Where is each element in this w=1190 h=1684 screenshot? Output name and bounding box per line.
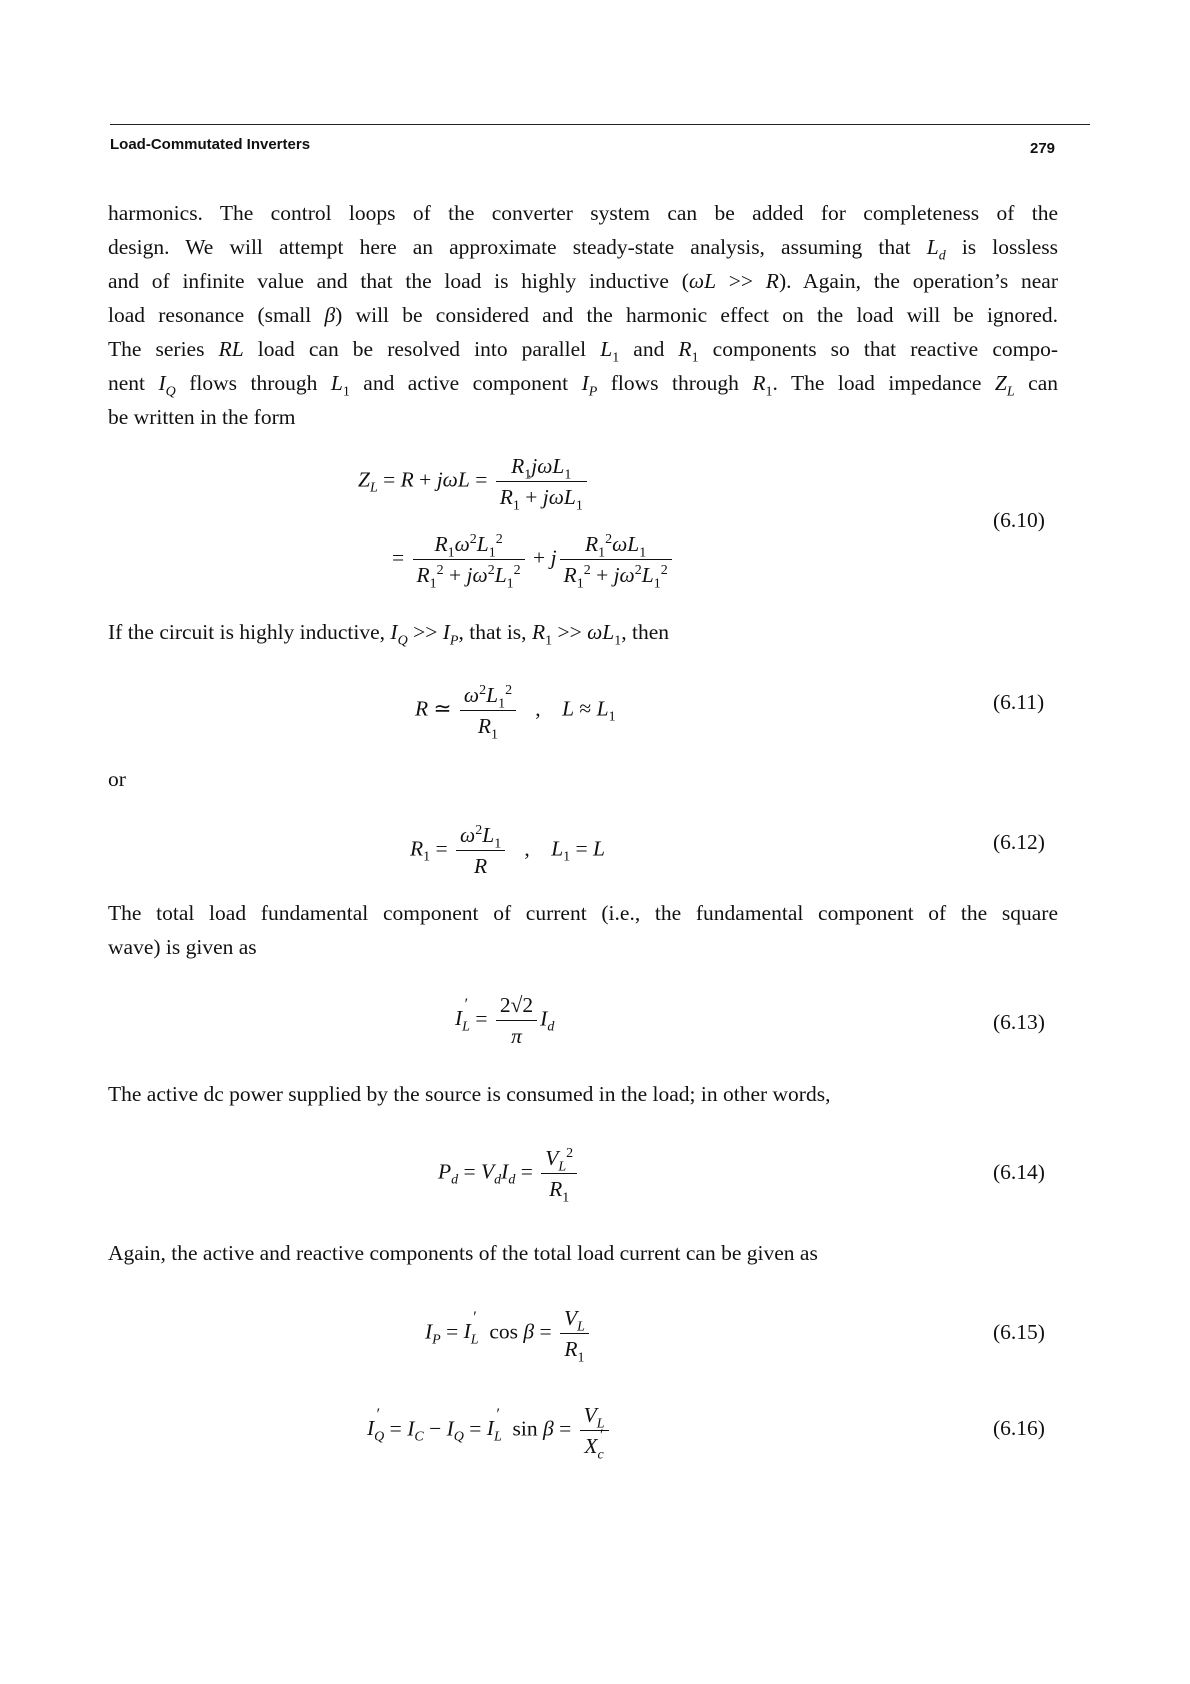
text-line: and of infinite value and that the load is highly inductive (ωL >> R). Again, the operation’s near [108,269,1059,293]
equation-6-14: $P_d = V_dI_d$ = $\frac{V_L^2}{R_1}$ [438,1143,580,1204]
equation-6-15: $I_P = I$ $'_L$ cos β = $\frac{V_L}{R_1}$ [425,1303,592,1364]
text-line: nent $I_Q$ flows through $L_1$ and active component $I_P$ flows through $R_1$. The load impedance $Z_L$ can [108,371,1058,400]
text-line: Again, the active and reactive components of the total load current can be given as [108,1241,818,1265]
equation-6-16: I $'_Q = I_C - I_Q = I$ $'_L$ sin β = $\frac{V_L}{X '_c}$ [367,1400,612,1461]
page-number: 279 [1030,140,1056,157]
paragraph-active-power [108,1077,1058,1111]
text-line: be written in the form [108,405,296,429]
equation-number: (6.14) [993,1160,1045,1184]
header-rule [110,124,1090,125]
paragraph-intro [108,196,1058,434]
paragraph-inductive [108,615,1058,649]
equation-number: (6.12) [993,830,1045,854]
equation-6-10-line1: $Z_L = R + j\omega L$ = $\frac{R_1j\omega L_1}{R_1 + j\omega L_1}$ [358,451,590,512]
equation-number: (6.16) [993,1416,1045,1440]
text-line: The series RL load can be resolved into parallel $L_1$ and $R_1$ components so that reactive compo- [108,337,1058,366]
word-or: or [108,767,126,791]
equation-6-11: R ≃ $\frac{\omega^2L_1^2}{R_1}$ , $L \approx L_1$ [415,680,616,741]
equation-number: (6.15) [993,1320,1045,1344]
equation-6-10-line2: = $\frac{R_1\omega^2L_1^2}{R_1^2 + j\omega^2L_1^2}$ + j $\frac{R_1^2\omega L_1}{R_1^2 + j\omega^2L_1^2}$ [392,529,675,590]
text-line: The active dc power supplied by the source is consumed in the load; in other words, [108,1082,831,1106]
equation-number: (6.11) [993,690,1045,714]
text-line: design. We will attempt here an approximate steady-state analysis, assuming that $L_d$ is lossless [108,235,1058,264]
equation-6-12: $R_1$ = $\frac{\omega^2L_1}{R}$ , $L_1 = L$ [410,820,605,881]
paragraph-fundamental [108,896,1058,964]
text-line: wave) is given as [108,935,257,959]
text-line: load resonance (small β) will be considered and the harmonic effect on the load will be ignored. [108,303,1059,327]
equation-6-13: I $'_L$ = $\frac{2√2}{\pi}$ $I_d$ [455,990,554,1051]
text-line: If the circuit is highly inductive, $I_Q >> I_P$, that is, $R_1 >> \omega L_1$, then [108,620,670,649]
paragraph-components [108,1236,1058,1270]
equation-number: (6.13) [993,1010,1045,1034]
text-line: harmonics. The control loops of the converter system can be added for completeness of the [108,201,1058,225]
equation-number: (6.10) [993,508,1045,532]
text-line: The total load fundamental component of current (i.e., the fundamental component of the square [108,901,1058,925]
running-head-title: Load-Commutated Inverters [110,136,311,153]
